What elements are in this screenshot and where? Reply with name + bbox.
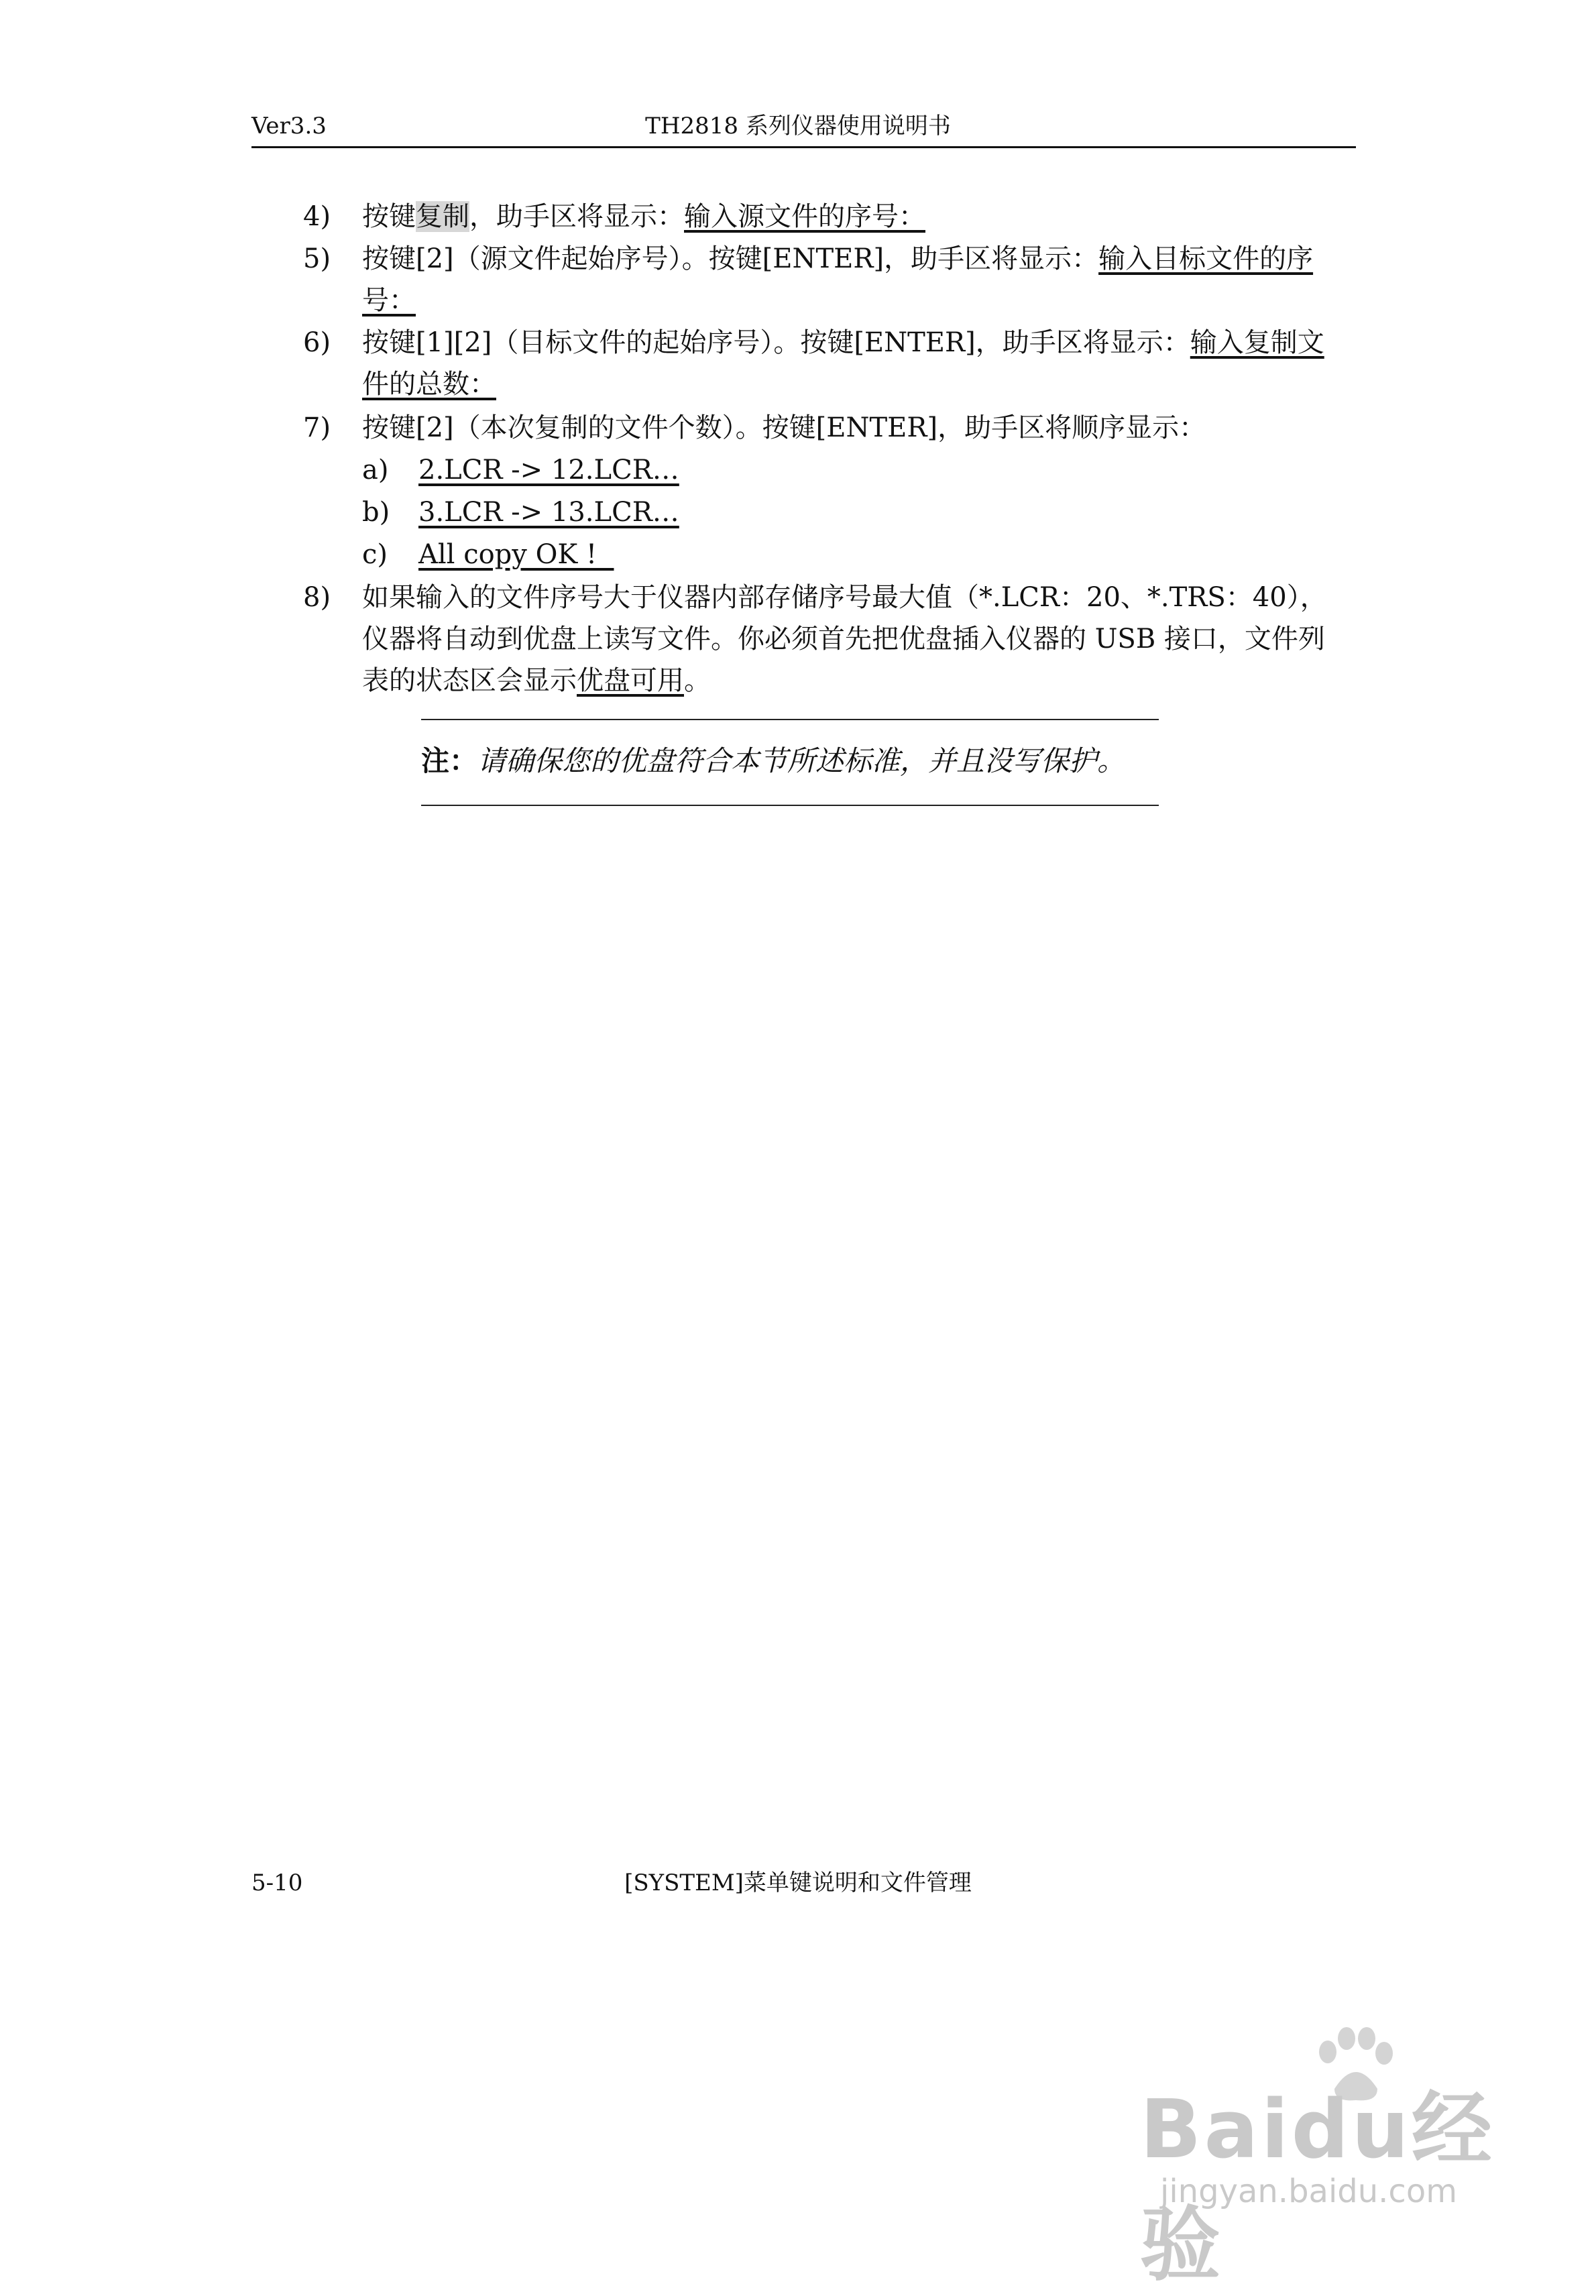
step-text: 。 (684, 665, 711, 696)
footer-title: [SYSTEM]菜单键说明和文件管理 (624, 1870, 972, 1896)
step-text: 如果输入的文件序号大于仪器内部存储序号最大值（*.LCR：20、*.TRS：40），仪器将自动到优盘上读写文件。你必须首先把优盘插入仪器的 USB 接口，文件列表的状态区会显示 (362, 582, 1327, 696)
status-text: 优盘可用 (577, 665, 684, 696)
sub-item-label: c) (362, 539, 388, 570)
step-text: 按键 (362, 201, 416, 232)
sub-item-text: 3.LCR -> 13.LCR… (418, 497, 679, 528)
step-number: 5) (303, 243, 331, 274)
prompt-text: 输入源文件的序号： (684, 201, 925, 232)
step-text: 按键[2]（源文件起始序号）。按键[ENTER]，助手区将显示： (362, 243, 1099, 274)
note-text: 请确保您的优盘符合本节所述标准，并且没写保护。 (477, 744, 1126, 777)
sub-item-text: All copy OK ! (418, 539, 614, 570)
step-number: 4) (303, 201, 331, 232)
note-top-divider (421, 719, 1159, 720)
step-text: ，助手区将显示： (469, 201, 684, 232)
prompt-text: 输入复制文件的总数： (362, 327, 1324, 400)
note (421, 741, 1125, 781)
header-title: TH2818 系列仪器使用说明书 (645, 113, 951, 139)
highlighted-key: 复制 (416, 201, 469, 232)
step-number: 6) (303, 327, 331, 358)
baidu-watermark (1140, 2025, 1516, 2292)
watermark-url: jingyan.baidu.com (1160, 2173, 1457, 2210)
note-label: 注： (421, 744, 478, 777)
prompt-text: 输入目标文件的序号： (362, 243, 1314, 316)
step-text: 按键[2]（本次复制的文件个数）。按键[ENTER]，助手区将顺序显示： (362, 412, 1206, 443)
note-bottom-divider (421, 805, 1159, 806)
header-divider (251, 146, 1356, 148)
sub-item-label: b) (362, 497, 390, 528)
step-number: 7) (303, 412, 331, 443)
step-text: 按键[1][2]（目标文件的起始序号）。按键[ENTER]，助手区将显示： (362, 327, 1190, 358)
header-version: Ver3.3 (251, 113, 327, 139)
sub-item-label: a) (362, 455, 389, 485)
page-number: 5-10 (251, 1870, 303, 1896)
watermark-logo: Baidu经验 (1140, 2083, 1495, 2292)
step-number: 8) (303, 582, 331, 613)
sub-item-text: 2.LCR -> 12.LCR… (418, 455, 679, 485)
